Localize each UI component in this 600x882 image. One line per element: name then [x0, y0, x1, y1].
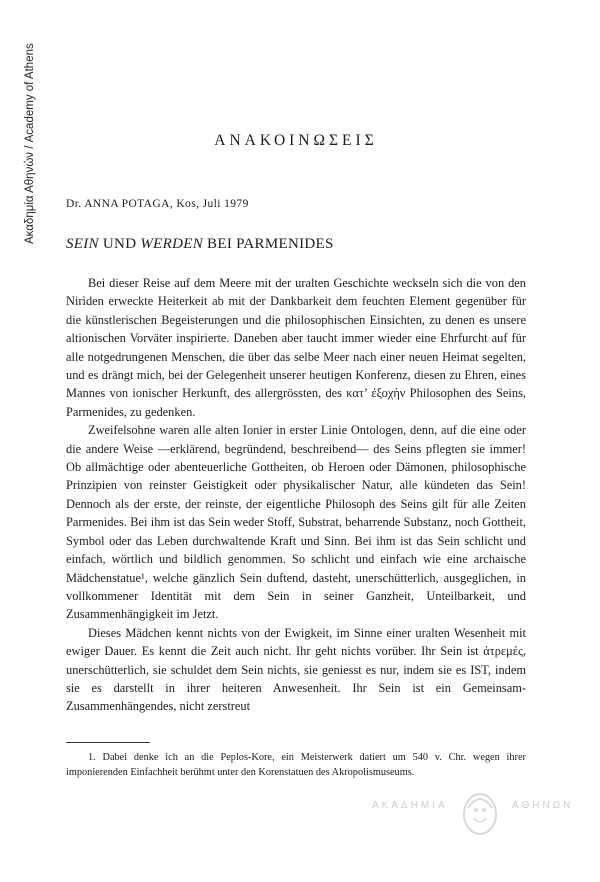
watermark-left-text: ΑΚΑΔΗΜΙΑ — [372, 800, 448, 811]
academy-watermark — [372, 788, 572, 844]
title-word-rest: BEI PARMENIDES — [203, 236, 334, 252]
author-line: Dr. ANNA POTAGA, Kos, Juli 1979 — [66, 198, 249, 210]
footnote-divider — [66, 742, 150, 743]
academy-side-label — [24, 44, 46, 244]
title-word-sein: SEIN — [66, 236, 99, 252]
footnote — [66, 750, 526, 780]
athena-emblem-icon — [458, 788, 502, 838]
body-paragraph: Zweifelsohne waren alle alten Ionier in erster Linie Ontologen, denn, auf die eine oder die andere Weise —erklärend, begründend, beschreibend— des Seins pflegten sie immer! Ob allmächtige oder abenteuerliche Gottheiten, ob Heroen oder Dämonen, philosophische Prinzipien von reinster Geistigkeit oder physikalischer Natur, alle kündeten das Sein! Dennoch als der erste, der reinste, der eigentliche Philosoph des Seins gilt für alle Zeiten Parmenides. Bei ihm ist das Sein weder Stoff, Substrat, beharrende Substanz, noch Gottheit, Symbol oder das Leben durchwaltende Kraft und Sinn. Bei ihm ist das Sein schlicht und einfach, wörtlich und bildlich genommen. So schlicht und einfach wie eine archaische Mädchenstatue¹, welche gänzlich Sein duftend, dasteht, unerschütterlich, ausgeglichen, in vollkommener Identität mit dem Sein in seiner Ganzheit, Unteilbarkeit, und Zusammenhängigkeit im Jetzt. — [66, 423, 526, 622]
article-body — [66, 274, 526, 716]
title-word-werden: WERDEN — [140, 236, 203, 252]
watermark-right-text: ΑΘΗΝΩΝ — [512, 800, 574, 811]
title-word-und: UND — [98, 236, 141, 252]
footnote-text: 1. Dabei denke ich an die Peplos-Kore, ein Meisterwerk datiert um 540 v. Chr. wegen ihrer imponierenden Einfachheit berühmt unter den Korenstatuen des Akropolismuseums. — [66, 752, 526, 778]
body-paragraph: Bei dieser Reise auf dem Meere mit der uralten Geschichte weckseln sich die von den Nirìden erweckte Heiterkeit ab mit der Dankbarkeit dem feuchten Element gegenüber für die künstlerischen Begeisterungen und die philosophischen Einsichten, zu denen es unsere altionischen Vorväter inspirierte. Daneben aber taucht immer wieder eine Ehrfurcht auf für alle notgedrungenen Menschen, die über das selbe Meer nach einer neuen Heimat segelten, und es drängt mich, bei der Gelegenheit unserer heutigen Konferenz, diesen zu Ehren, eines Mannes von ionischer Herkunft, des allergrössten, des κατ’ ἐξοχὴν Philosophen des Seins, Parmenides, zu gedenken. — [66, 276, 526, 419]
section-title: ΑΝΑΚΟΙΝΩΣΕΙΣ — [214, 132, 378, 149]
body-paragraph: Dieses Mädchen kennt nichts von der Ewigkeit, im Sinne einer uralten Wesenheit mit ewiger Dauer. Es kennt die Zeit auch nicht. Ihr geht nichts vorüber. Ihr Sein ist ἀτρεμές, unerschütterlich, sie schuldet dem Sein nichts, sie geniesst es nur, indem sie es IST, indem sie es darstellt in ihrer heiteren Anwesenheit. Ihr Sein ist ein Gemeinsam-Zusammenhängendes, nicht zerstreut — [66, 625, 526, 714]
academy-side-label-text: Ακαδημία Αθηνών / Academy of Athens — [24, 43, 36, 244]
article-title — [66, 236, 334, 253]
